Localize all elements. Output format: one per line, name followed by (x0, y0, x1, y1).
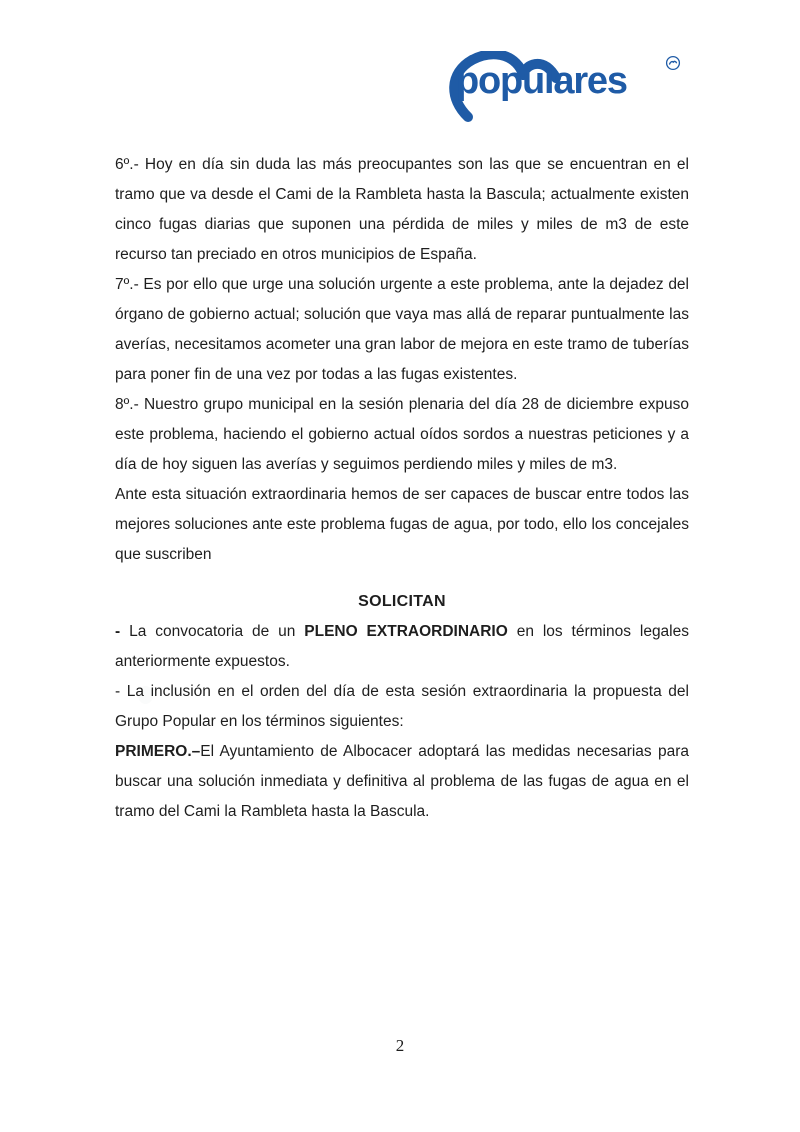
populares-logo (443, 52, 691, 126)
solicitan-heading: SOLICITAN (358, 593, 446, 610)
request-dash: - (115, 623, 121, 640)
closing-statement: Ante esta situación extraordinaria hemos de ser capaces de buscar entre todos las mejores soluciones ante este problema fugas de agua, por todo, ello los concejales que suscriben (115, 486, 689, 563)
page-footer (0, 1036, 800, 1056)
paragraph-6: 6º.- Hoy en día sin duda las más preocupantes son las que se encuentran en el tramo que va desde el Cami de la Rambleta hasta la Bascula; actualmente existen cinco fugas diarias que suponen una pérdida de miles y miles de m3 de este recurso tan preciado en otros municipios de España. (115, 156, 689, 263)
paragraph-primero (115, 737, 689, 827)
page-number: 2 (395, 1036, 405, 1055)
document-body (115, 150, 689, 827)
request-inclusion: - La inclusión en el orden del día de esta sesión extraordinaria la propuesta del Grupo Popular en los términos siguientes: (115, 683, 689, 730)
paragraph-7: 7º.- Es por ello que urge una solución urgente a este problema, ante la dejadez del órgano de gobierno actual; solución que vaya mas allá de reparar puntualmente las averías, necesitamos acometer una gran labor de mejora en este tramo de tuberías para poner fin de una vez por todas a las fugas existentes. (115, 276, 689, 383)
request-pre: La convocatoria de un (120, 623, 305, 640)
pleno-extraordinario-bold: PLENO EXTRAORDINARIO (304, 623, 508, 640)
logo-wordmark: populares (456, 60, 627, 102)
request-post: en los términos legales anteriormente expuestos. (115, 623, 689, 670)
registered-trademark-icon (665, 55, 681, 76)
paragraph-8: 8º.- Nuestro grupo municipal en la sesión plenaria del día 28 de diciembre expuso este problema, haciendo el gobierno actual oídos sordos a nuestras peticiones y a día de hoy siguen las averías y seguimos perdiendo miles y miles de m3. (115, 396, 689, 473)
request-convocatoria (115, 617, 689, 677)
primero-text: El Ayuntamiento de Albocacer adoptará las medidas necesarias para buscar una solución inmediata y definitiva al problema de las fugas de agua en el tramo del Cami la Rambleta hasta la Bascula. (115, 743, 689, 820)
primero-label: PRIMERO.– (115, 743, 201, 760)
